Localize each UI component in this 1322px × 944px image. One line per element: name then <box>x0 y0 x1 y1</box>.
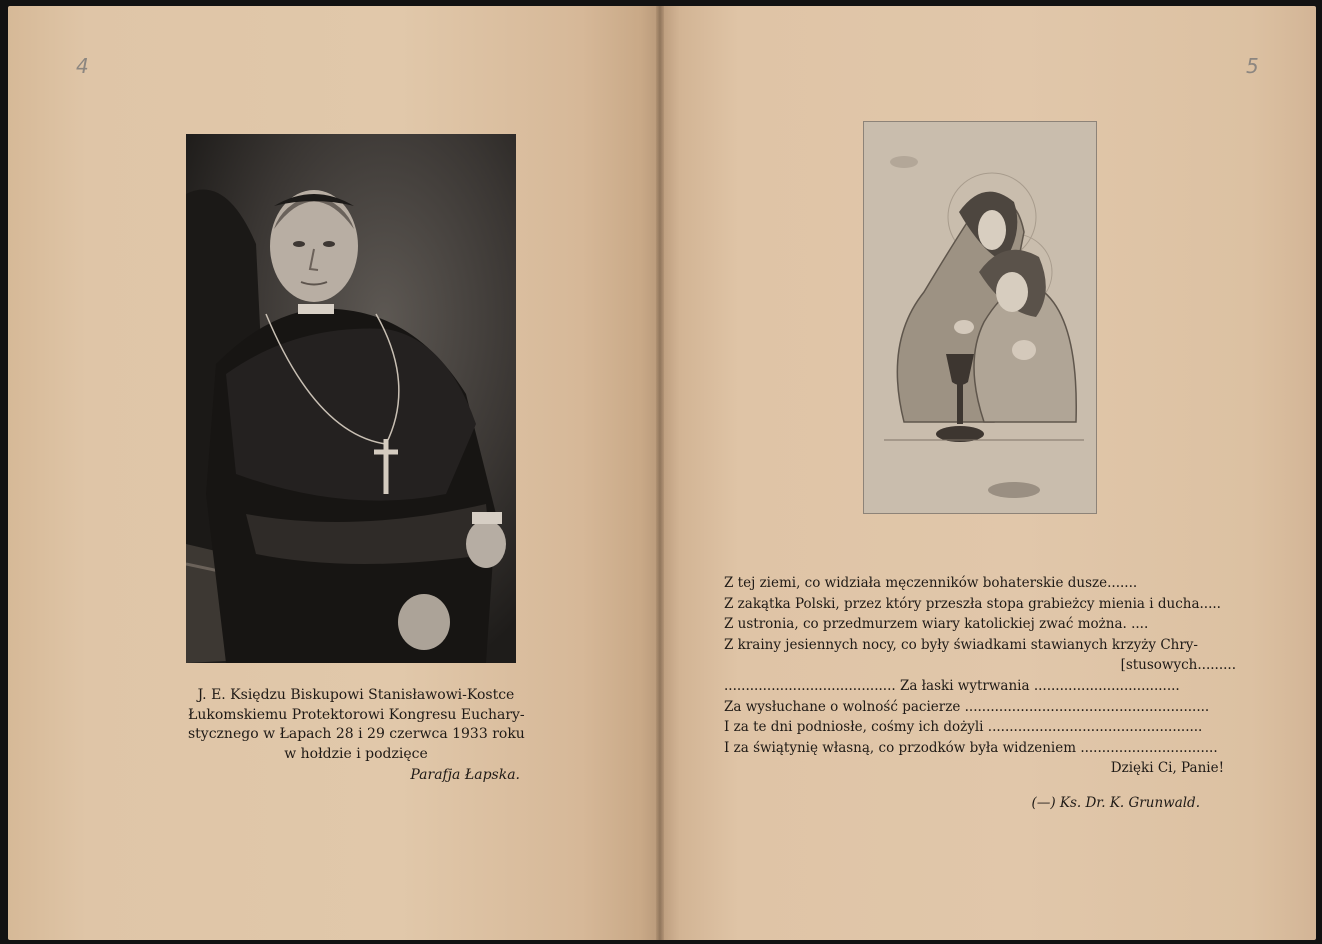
poem-line: ........................................ Za łaski wytrwania .................................. <box>724 677 1180 694</box>
dedication-poem <box>724 573 1236 814</box>
bishop-portrait-drawing <box>186 134 516 663</box>
portrait-caption <box>188 686 524 786</box>
caption-line: Łukomskiemu Protektorowi Kongresu Euchary- <box>188 706 525 723</box>
caption-line: stycznego w Łapach 28 i 29 czerwca 1933 roku <box>188 726 525 742</box>
caption-line: J. E. Księdzu Biskupowi Stanisławowi-Kostce <box>197 687 515 703</box>
poem-line: I za świątynię własną, co przodków była widzeniem ................................ <box>724 739 1218 756</box>
christ-and-john-drawing <box>864 122 1096 513</box>
caption-line: w hołdzie i podzięce <box>284 745 428 762</box>
book-gutter <box>656 6 664 940</box>
caption-signature: Parafja Łapska. <box>410 767 520 783</box>
poem-line: Za wysłuchane o wolność pacierze ......................................................... <box>724 698 1210 715</box>
left-page <box>8 6 660 940</box>
poem-author: (—) Ks. Dr. K. Grunwald. <box>1031 794 1200 811</box>
right-page <box>660 6 1316 940</box>
eucharist-illustration <box>863 121 1097 514</box>
poem-line: Z zakątka Polski, przez który przeszła stopa grabieżcy mienia i ducha..... <box>724 595 1221 612</box>
page-number-left: 4 <box>76 54 89 78</box>
poem-closing: Dzięki Ci, Panie! <box>1110 760 1224 777</box>
poem-line: [stusowych......... <box>1120 657 1236 674</box>
page-number-right: 5 <box>1246 54 1259 78</box>
poem-line: Z tej ziemi, co widziała męczenników bohaterskie dusze....... <box>724 575 1138 591</box>
poem-line: Z ustronia, co przedmurzem wiary katolickiej zwać można. .... <box>724 616 1149 633</box>
poem-line: Z krainy jesiennych nocy, co były świadkami stawianych krzyży Chry- <box>724 636 1198 653</box>
poem-line: I za te dni podniosłe, cośmy ich dożyli .................................................. <box>724 719 1203 736</box>
book-spread <box>8 6 1316 940</box>
bishop-portrait-photo <box>186 134 516 663</box>
